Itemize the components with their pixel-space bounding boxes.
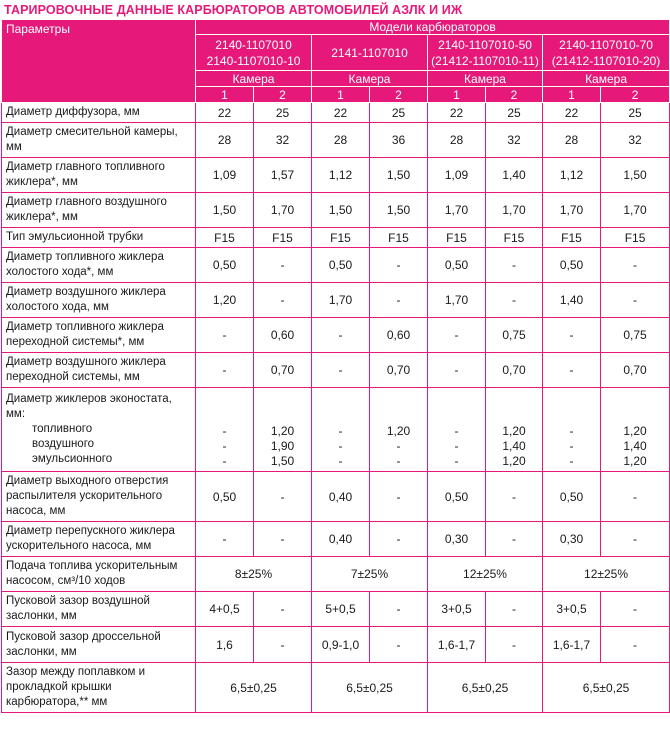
value-cell: 1,50: [312, 193, 370, 228]
param-label: Диаметр выходного отверстия распылителя ускорительного насоса, мм: [2, 472, 196, 522]
value-cell: F15: [601, 228, 670, 248]
value-cell: 0,30: [428, 522, 486, 557]
value-cell: 1,6-1,7: [543, 627, 601, 663]
value-cell: 7±25%: [312, 557, 428, 592]
model-header-4: [543, 35, 670, 71]
value-line: 1,20: [502, 424, 526, 438]
table-row: [2, 627, 670, 663]
value-cell: [312, 388, 370, 472]
value-line: 1,20: [270, 424, 295, 438]
value-cell: -: [428, 318, 486, 353]
value-cell: 0,40: [312, 472, 370, 522]
value-cell: -: [601, 472, 670, 522]
value-cell: -: [254, 472, 312, 522]
models-header: Модели карбюраторов: [196, 20, 670, 35]
value-cell: 3+0,5: [543, 592, 601, 627]
value-line: -: [569, 454, 574, 468]
value-cell: -: [254, 283, 312, 318]
value-line: -: [222, 424, 227, 438]
value-cell: -: [601, 522, 670, 557]
value-cell: 5+0,5: [312, 592, 370, 627]
value-cell: 0,50: [543, 472, 601, 522]
value-cell: -: [486, 472, 543, 522]
value-cell: -: [543, 353, 601, 388]
chamber-number: 1: [312, 87, 370, 103]
chamber-number: 2: [370, 87, 428, 103]
value-cell: 1,70: [254, 193, 312, 228]
value-cell: -: [601, 627, 670, 663]
model-code: (21412-1107010-20): [551, 53, 661, 68]
param-label: Пусковой зазор воздушной заслонки, мм: [2, 592, 196, 627]
value-cell: 28: [196, 123, 254, 158]
value-cell: 0,9-1,0: [312, 627, 370, 663]
value-cell: 1,70: [543, 193, 601, 228]
model-code: 2140-1107010-50: [438, 37, 532, 52]
table-row: [2, 353, 670, 388]
value-cell: -: [196, 353, 254, 388]
value-cell: 22: [543, 103, 601, 123]
value-cell: -: [428, 353, 486, 388]
value-cell: -: [486, 248, 543, 283]
value-line: 1,20: [502, 454, 526, 468]
value-cell: 1,50: [601, 158, 670, 193]
value-cell: -: [543, 318, 601, 353]
value-cell: -: [312, 318, 370, 353]
value-cell: 8±25%: [196, 557, 312, 592]
value-cell: 0,70: [254, 353, 312, 388]
param-label: Диаметр смесительной камеры, мм: [2, 123, 196, 158]
value-cell: F15: [428, 228, 486, 248]
table-row: [2, 522, 670, 557]
table-row: [2, 248, 670, 283]
param-label: [2, 388, 196, 472]
value-line: -: [222, 439, 227, 453]
value-cell: 1,57: [254, 158, 312, 193]
value-line: 1,50: [270, 454, 295, 468]
value-cell: -: [370, 472, 428, 522]
value-cell: 25: [601, 103, 670, 123]
param-label: Диаметр главного воздушного жиклера*, мм: [2, 193, 196, 228]
value-cell: 1,50: [370, 193, 428, 228]
value-cell: 1,50: [196, 193, 254, 228]
value-cell: F15: [543, 228, 601, 248]
value-cell: 6,5±0,25: [196, 663, 312, 713]
table-row: [2, 123, 670, 158]
table-row: [2, 472, 670, 522]
value-cell: -: [370, 627, 428, 663]
value-cell: F15: [312, 228, 370, 248]
value-cell: 0,40: [312, 522, 370, 557]
value-cell: -: [370, 522, 428, 557]
value-cell: 1,70: [428, 283, 486, 318]
value-cell: -: [486, 592, 543, 627]
value-cell: 32: [254, 123, 312, 158]
table-row: [2, 193, 670, 228]
value-cell: 12±25%: [543, 557, 670, 592]
table-row: [2, 592, 670, 627]
value-cell: -: [312, 353, 370, 388]
value-cell: 1,70: [312, 283, 370, 318]
value-cell: [196, 388, 254, 472]
value-line: -: [569, 439, 574, 453]
table-row: [2, 318, 670, 353]
value-cell: 28: [428, 123, 486, 158]
value-cell: 0,70: [486, 353, 543, 388]
model-code: 2140-1107010-70: [559, 37, 653, 52]
value-cell: 28: [543, 123, 601, 158]
page-title: ТАРИРОВОЧНЫЕ ДАННЫЕ КАРБЮРАТОРОВ АВТОМОБИЛЕЙ АЗЛК И ИЖ: [4, 3, 463, 17]
value-cell: 1,50: [370, 158, 428, 193]
value-cell: 32: [601, 123, 670, 158]
chamber-number: 2: [254, 87, 312, 103]
value-cell: -: [370, 592, 428, 627]
param-label: Диаметр топливного жиклера переходной системы*, мм: [2, 318, 196, 353]
table-row: [2, 557, 670, 592]
model-header-3: [428, 35, 543, 71]
value-line: -: [396, 439, 401, 453]
value-cell: 25: [370, 103, 428, 123]
camera-header: Камера: [428, 71, 543, 87]
value-cell: 1,12: [543, 158, 601, 193]
value-line: 1,90: [270, 439, 295, 453]
value-cell: -: [486, 283, 543, 318]
value-cell: -: [370, 248, 428, 283]
model-header-1: [196, 35, 312, 71]
value-cell: 0,70: [601, 353, 670, 388]
value-cell: -: [254, 248, 312, 283]
value-cell: 1,70: [486, 193, 543, 228]
camera-header: Камера: [312, 71, 428, 87]
value-cell: 6,5±0,25: [543, 663, 670, 713]
value-cell: [428, 388, 486, 472]
value-cell: 0,50: [196, 248, 254, 283]
value-cell: F15: [486, 228, 543, 248]
table-row: [2, 228, 670, 248]
value-cell: 6,5±0,25: [428, 663, 543, 713]
value-cell: 0,50: [428, 472, 486, 522]
chamber-number: 2: [486, 87, 543, 103]
value-cell: [254, 388, 312, 472]
value-cell: -: [486, 627, 543, 663]
value-cell: 22: [312, 103, 370, 123]
table-row: [2, 283, 670, 318]
value-cell: 0,50: [196, 472, 254, 522]
value-cell: -: [486, 522, 543, 557]
value-cell: 0,50: [543, 248, 601, 283]
value-cell: 0,75: [486, 318, 543, 353]
econostat-sub-label: воздушного: [32, 438, 95, 450]
value-cell: -: [370, 283, 428, 318]
param-label: Диаметр главного топливного жиклера*, мм: [2, 158, 196, 193]
param-label: Пусковой зазор дроссельной заслонки, мм: [2, 627, 196, 663]
value-cell: [486, 388, 543, 472]
value-cell: -: [196, 318, 254, 353]
value-cell: 0,50: [312, 248, 370, 283]
value-cell: 32: [486, 123, 543, 158]
param-label: Диаметр диффузора, мм: [2, 103, 196, 123]
value-line: -: [454, 439, 459, 453]
calibration-table: [1, 19, 670, 713]
value-line: -: [454, 454, 459, 468]
value-cell: 1,09: [428, 158, 486, 193]
model-code: 2140-1107010: [215, 37, 292, 52]
value-cell: -: [601, 283, 670, 318]
param-label: Подача топлива ускорительным насосом, см³/10 ходов: [2, 557, 196, 592]
chamber-number: 1: [428, 87, 486, 103]
value-cell: 1,70: [428, 193, 486, 228]
value-cell: [543, 388, 601, 472]
value-cell: -: [601, 248, 670, 283]
value-cell: 1,09: [196, 158, 254, 193]
value-cell: F15: [370, 228, 428, 248]
value-cell: F15: [196, 228, 254, 248]
value-line: -: [338, 454, 343, 468]
model-code: 2141-1107010: [331, 45, 408, 60]
value-cell: 6,5±0,25: [312, 663, 428, 713]
value-line: 1,40: [623, 439, 647, 453]
value-cell: 4+0,5: [196, 592, 254, 627]
table-row: [2, 103, 670, 123]
value-cell: 12±25%: [428, 557, 543, 592]
value-cell: 22: [196, 103, 254, 123]
value-cell: 0,30: [543, 522, 601, 557]
value-cell: 25: [486, 103, 543, 123]
econostat-title: Диаметр жиклеров эконостата, мм:: [6, 393, 172, 420]
param-label: Тип эмульсионной трубки: [2, 228, 196, 248]
param-label: Диаметр топливного жиклера холостого хода*, мм: [2, 248, 196, 283]
camera-header: Камера: [543, 71, 670, 87]
value-cell: -: [254, 592, 312, 627]
value-cell: 1,40: [543, 283, 601, 318]
value-cell: 1,20: [196, 283, 254, 318]
model-code: (21412-1107010-11): [431, 53, 539, 68]
value-cell: [370, 388, 428, 472]
value-cell: 25: [254, 103, 312, 123]
econostat-row: [2, 388, 670, 472]
value-line: -: [338, 424, 343, 438]
model-code: 2140-1107010-10: [206, 53, 301, 68]
value-cell: 1,12: [312, 158, 370, 193]
value-cell: 0,70: [370, 353, 428, 388]
table-row: [2, 663, 670, 713]
chamber-number: 1: [196, 87, 254, 103]
value-line: -: [338, 439, 343, 453]
value-cell: 22: [428, 103, 486, 123]
value-cell: -: [254, 627, 312, 663]
value-line: 1,20: [386, 424, 411, 438]
value-line: -: [222, 454, 227, 468]
value-cell: 0,50: [428, 248, 486, 283]
value-cell: F15: [254, 228, 312, 248]
model-header-2: [312, 35, 428, 71]
chamber-number: 2: [601, 87, 670, 103]
value-cell: 1,6: [196, 627, 254, 663]
param-label: Зазор между поплавком и прокладкой крышки карбюратора,** мм: [2, 663, 196, 713]
value-cell: 0,60: [254, 318, 312, 353]
value-cell: 0,60: [370, 318, 428, 353]
value-cell: -: [254, 522, 312, 557]
value-line: -: [454, 424, 459, 438]
param-label: Диаметр перепускного жиклера ускорительного насоса, мм: [2, 522, 196, 557]
value-cell: 1,70: [601, 193, 670, 228]
param-label: Диаметр воздушного жиклера холостого хода, мм: [2, 283, 196, 318]
value-cell: 3+0,5: [428, 592, 486, 627]
table-row: [2, 158, 670, 193]
value-cell: [601, 388, 670, 472]
value-cell: 36: [370, 123, 428, 158]
value-line: 1,40: [502, 439, 526, 453]
value-cell: -: [601, 592, 670, 627]
value-cell: 1,40: [486, 158, 543, 193]
value-cell: 1,6-1,7: [428, 627, 486, 663]
chamber-number: 1: [543, 87, 601, 103]
value-cell: -: [196, 522, 254, 557]
econostat-sub-label: эмульсионного: [32, 453, 113, 465]
value-line: -: [569, 424, 574, 438]
params-header: Параметры: [2, 20, 196, 103]
value-cell: 0,75: [601, 318, 670, 353]
param-label: Диаметр воздушного жиклера переходной системы, мм: [2, 353, 196, 388]
camera-header: Камера: [196, 71, 312, 87]
value-line: -: [396, 454, 401, 468]
value-line: 1,20: [623, 424, 647, 438]
value-cell: 28: [312, 123, 370, 158]
value-line: 1,20: [623, 454, 647, 468]
econostat-sub-label: топливного: [32, 423, 93, 435]
